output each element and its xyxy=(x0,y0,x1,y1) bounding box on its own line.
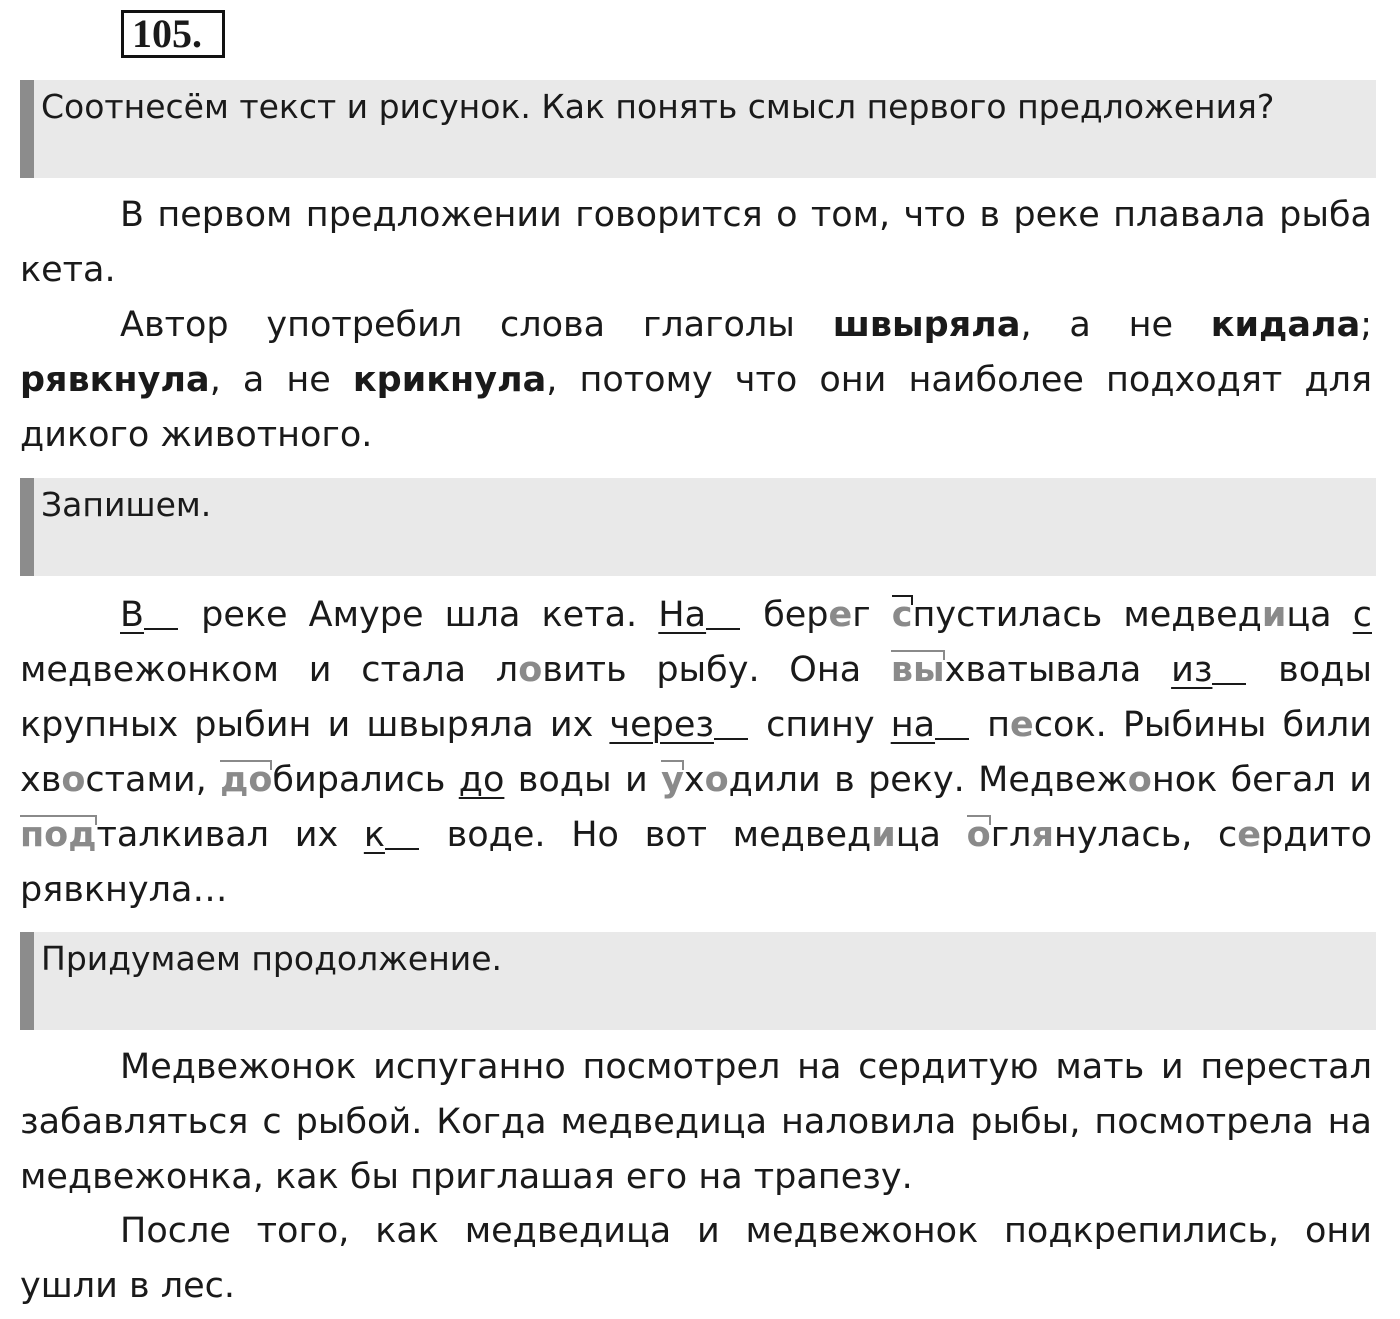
bold-word-kriknula: крикнула xyxy=(352,360,547,400)
question-2-bar xyxy=(20,478,1376,576)
question-1-bar xyxy=(20,80,1376,178)
bold-word-shvyryala: швыряла xyxy=(832,305,1021,345)
bold-word-ryavknula: рявкнула xyxy=(20,360,210,400)
answer-1-paragraph-1: В первом предложении говорится о том, что в реке плавала рыба кета. xyxy=(20,195,1372,290)
question-2-text: Запишем. xyxy=(41,485,212,524)
question-1-text: Соотнесём текст и рисунок. Как понять смысл первого предложения? xyxy=(41,87,1275,126)
question-3-bar xyxy=(20,932,1376,1030)
dictation-text: В реке Амуре шла кета. На берег спустилась медведица с медвежонком и стала ловить рыбу. Она выхватывала из воды крупных рыбин и швыряла их через спину на песок. Рыбины били хвостами, добирались до воды и уходили в реку. Медвежонок бегал и подталкивал их к воде. Но вот медведица оглянулась, сердито рявкнула… xyxy=(20,595,1373,910)
answer-1-paragraph-2: Автор употребил слова глаголы швыряла, а не кидала; рявкнула, а не крикнула, потому что они наиболее подходят для дикого животного. xyxy=(20,305,1372,455)
question-3-text: Придумаем продолжение. xyxy=(41,939,503,978)
exercise-number: 105. xyxy=(121,10,225,58)
answer-3-paragraph-1: Медвежонок испуганно посмотрел на сердитую мать и перестал забавляться с рыбой. Когда медведица наловила рыбы, посмотрела на медвежонка, как бы приглашая его на трапезу. xyxy=(20,1047,1372,1197)
answer-3-paragraph-2: После того, как медведица и медвежонок подкрепились, они ушли в лес. xyxy=(20,1211,1372,1306)
bold-word-kidala: кидала xyxy=(1210,305,1361,345)
